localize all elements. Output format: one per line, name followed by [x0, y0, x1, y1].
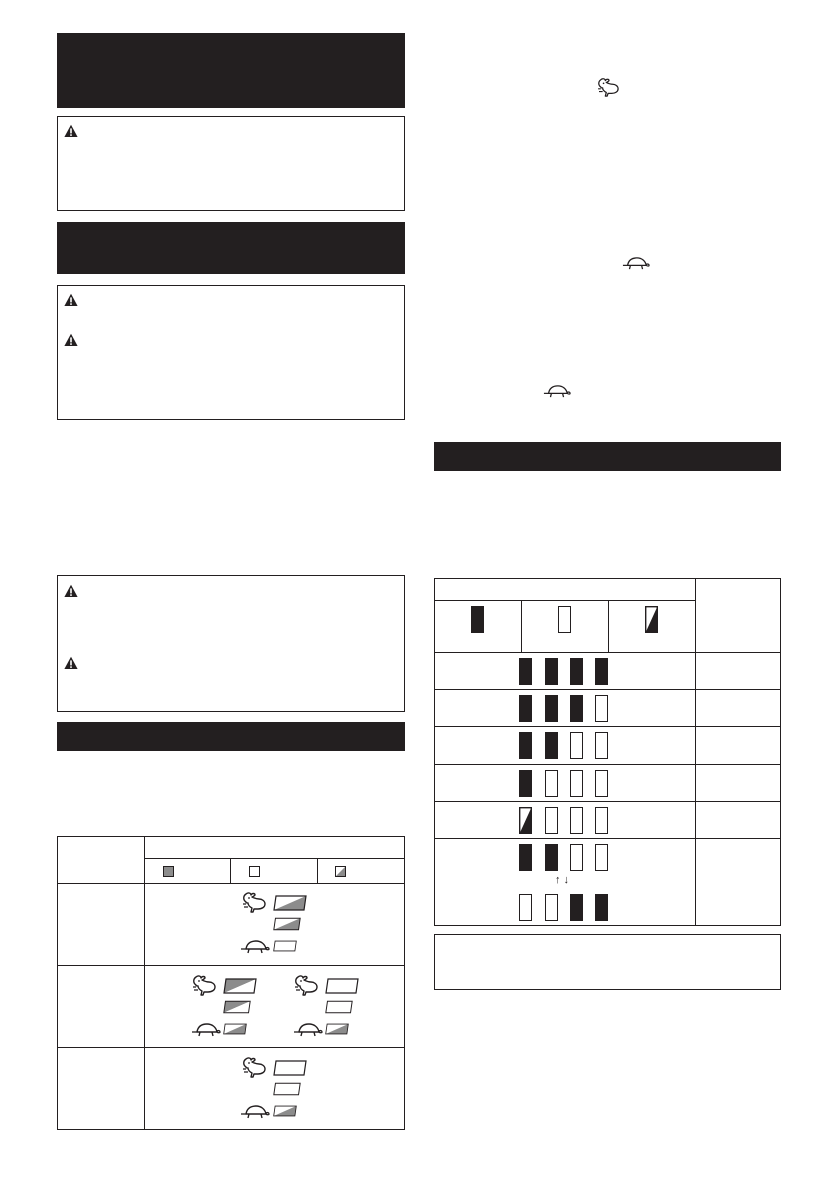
- warning-icon: [64, 584, 78, 598]
- speed-indicator: [273, 1081, 301, 1097]
- turtle-icon: [191, 1022, 221, 1038]
- speed-indicator: [273, 1060, 307, 1076]
- warning-icon: [64, 124, 78, 138]
- section-header-bar: [57, 33, 405, 108]
- speed-indicator: [273, 895, 307, 911]
- led-off-icon: [558, 606, 571, 633]
- rabbit-icon: [242, 891, 268, 913]
- rabbit-icon: [242, 1056, 268, 1078]
- warning-box: [57, 285, 405, 420]
- speed-indicator: [273, 938, 297, 954]
- warning-icon: [64, 333, 78, 347]
- warning-icon: [64, 293, 78, 307]
- speed-indicator: [223, 999, 251, 1015]
- rabbit-icon: [192, 974, 218, 996]
- turtle-icon: [240, 939, 270, 955]
- turtle-icon: [240, 1104, 270, 1120]
- legend-swatch-half: [335, 866, 346, 877]
- turtle-icon: [543, 384, 571, 399]
- legend-swatch-gray: [163, 866, 174, 877]
- led-blinking-icon: [645, 606, 658, 633]
- section-header-bar: [57, 722, 405, 751]
- turtle-icon: [293, 1022, 323, 1038]
- led-lit-icon: [471, 606, 484, 633]
- speed-indicator: [273, 916, 301, 932]
- warning-box: [57, 575, 405, 712]
- battery-table: [434, 578, 781, 926]
- section-header-bar: [57, 222, 405, 274]
- speed-indicator: [223, 1021, 247, 1037]
- mode-table: [57, 836, 405, 1130]
- speed-indicator: [223, 978, 257, 994]
- turtle-icon: [622, 256, 650, 271]
- speed-indicator: [273, 1103, 297, 1119]
- speed-indicator: [325, 978, 359, 994]
- speed-indicator: [325, 1021, 349, 1037]
- rabbit-icon: [294, 974, 320, 996]
- speed-indicator: [325, 999, 353, 1015]
- legend-swatch-white: [249, 866, 260, 877]
- alternating-arrows: ↑ ↓: [555, 874, 570, 886]
- warning-box: [57, 116, 405, 211]
- rabbit-icon: [597, 77, 621, 97]
- note-box: [434, 934, 781, 990]
- warning-icon: [64, 656, 78, 670]
- section-header-bar: [434, 442, 781, 471]
